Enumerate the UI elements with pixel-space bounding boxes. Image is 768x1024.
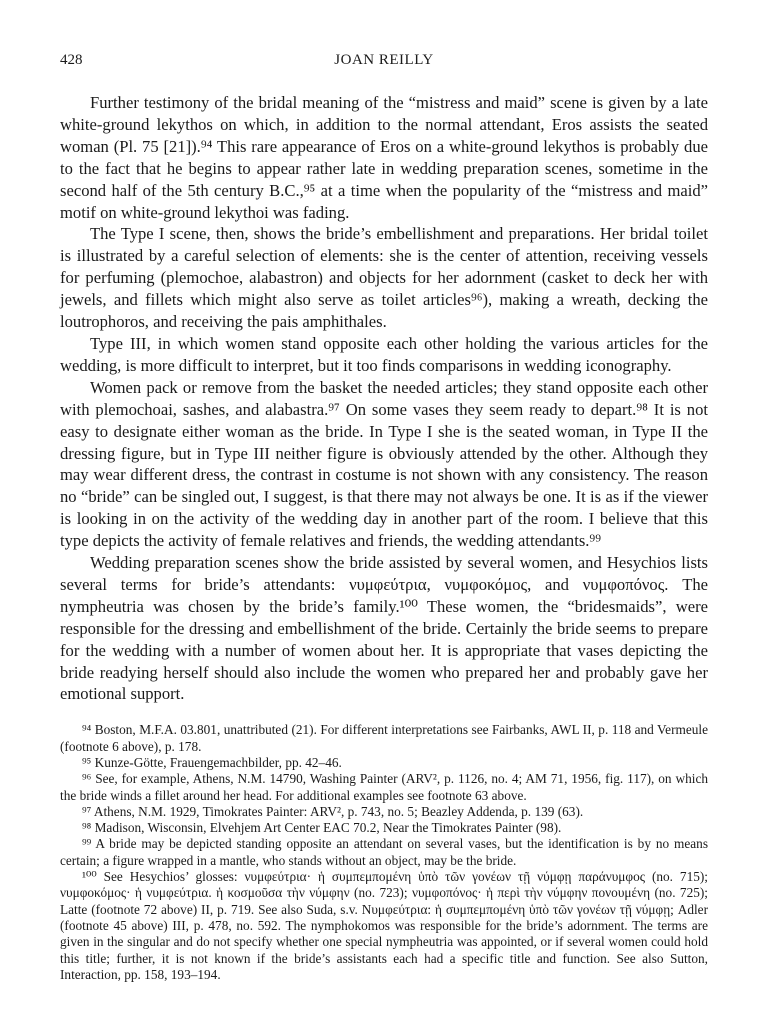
- footnote: ⁹⁴ Boston, M.F.A. 03.801, unattributed (21). For different interpretations see Fairbanks, AWL II, p. 118 and Vermeule (footnote 6 above), p. 178.: [60, 722, 708, 754]
- body-paragraph: The Type I scene, then, shows the bride’s embellishment and preparations. Her bridal toilet is illustrated by a careful selection of elements: she is the center of attention, receiving vessels for perfuming (plemochoe, alabastron) and objects for her adornment (casket to deck her with jewels, and fillets which might also serve as toilet articles⁹⁶), making a wreath, decking the loutrophoros, and receiving the pais amphithales.: [60, 224, 708, 332]
- footnote: ⁹⁵ Kunze-Götte, Frauengemachbilder, pp. 42–46.: [82, 754, 342, 770]
- page-header: [60, 52, 708, 78]
- body-paragraph: Wedding preparation scenes show the bride assisted by several women, and Hesychios lists several terms for bride’s attendants: νυμφεύτρια, νυμφοκόμος, and νυμφοπόνος. The nympheutria was chosen by the bride’s family.¹⁰⁰ These women, the “bridesmaids”, were responsible for the dressing and embellishment of the bride. Certainly the bride seems to prepare for the wedding with a number of women about her. It is appropriate that vases depicting the bride readying herself should also include the women who prepared her and probably gave her emotional support.: [60, 553, 708, 704]
- footnote: ⁹⁷ Athens, N.M. 1929, Timokrates Painter: ARV², p. 743, no. 5; Beazley Addenda, p. 139 (63).: [82, 803, 584, 819]
- body-paragraph: Further testimony of the bridal meaning of the “mistress and maid” scene is given by a late white-ground lekythos on which, in addition to the normal attendant, Eros assists the seated woman (Pl. 75 [21]).⁹⁴ This rare appearance of Eros on a white-ground lekythos is probably due to the fact that he begins to appear rather late in wedding preparation scenes, sometime in the second half of the 5th century B.C.,⁹⁵ at a time when the popularity of the “mistress and maid” motif on white-ground lekythoi was fading.: [60, 93, 708, 222]
- body-paragraph: Women pack or remove from the basket the needed articles; they stand opposite each other with plemochoai, sashes, and alabastra.⁹⁷ On some vases they seem ready to depart.⁹⁸ It is not easy to designate either woman as the bride. In Type I she is the seated woman, in Type II the dressing figure, but in Type III neither figure is obviously attended by the other. Although they may wear different dress, the contrast in costume is not shown with any consistency. The reason no “bride” can be singled out, I suggest, is that there may not always be one. It is as if the viewer is looking in on the activity of the wedding day in another part of the room. I believe that this type depicts the activity of female relatives and friends, the wedding attendants.⁹⁹: [60, 377, 708, 551]
- running-head: JOAN REILLY: [334, 52, 434, 68]
- body-paragraph: Type III, in which women stand opposite each other holding the various articles for the wedding, is more difficult to interpret, but it too finds comparisons in wedding iconography.: [60, 333, 708, 375]
- body-text: [60, 92, 708, 705]
- page-number: 428: [60, 52, 83, 68]
- footnotes: [60, 722, 708, 983]
- footnote: ⁹⁶ See, for example, Athens, N.M. 14790, Washing Painter (ARV², p. 1126, no. 4; AM 71, 1956, fig. 117), on which the bride winds a fillet around her head. For additional examples see footnote 63 above.: [60, 771, 708, 803]
- footnote: ⁹⁹ A bride may be depicted standing opposite an attendant on several vases, but the identification is by no means certain; a figure wrapped in a mantle, who stands without an object, may be the bride.: [60, 836, 708, 868]
- page: [60, 52, 708, 983]
- footnote: ⁹⁸ Madison, Wisconsin, Elvehjem Art Center EAC 70.2, Near the Timokrates Painter (98).: [82, 820, 562, 836]
- footnote: ¹⁰⁰ See Hesychios’ glosses: νυμφεύτρια· ἡ συμπεμπομένη ὑπὸ τῶν γονέων τῇ νύμφῃ παράνυμφος (no. 715); νυμφοκόμος· ἡ νυμφεύτρια. ἡ κοσμοῦσα τὴν νύμφην (no. 723); νυμφοπόνος· ἡ περὶ τὴν νύμφην πονουμένη (no. 725); Latte (footnote 72 above) II, p. 719. See also Suda, s.v. Νυμφεύτρια: ἡ συμπεμπομένη ὑπὸ τῶν γονέων τῇ νύμφῃ; Adler (footnote 45 above) III, p. 478, no. 592. The nymphokomos was responsible for the bride’s adornment. The terms are given in the singular and do not specify whether one special nympheutria was appointed, or if several women could hold this title; further, it is not known if the bride’s assistants each had a specific title and function. See also Sutton, Interaction, pp. 158, 193–194.: [60, 869, 708, 982]
